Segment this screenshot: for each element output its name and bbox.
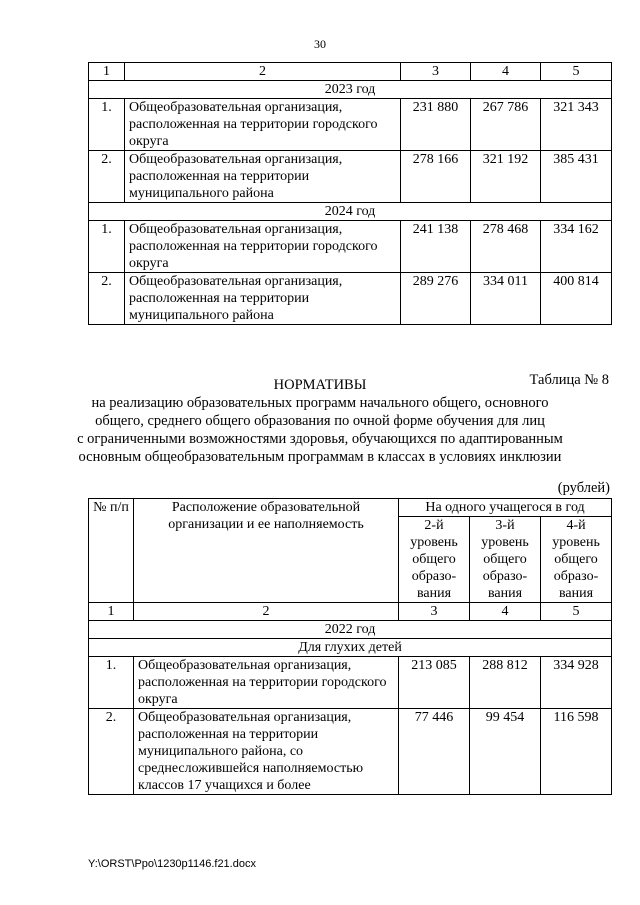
row-number: 2. — [89, 151, 125, 203]
page-number: 30 — [314, 37, 326, 51]
value-cell: 400 814 — [541, 273, 612, 325]
header-level-3: 3-й уровень общего образо-вания — [470, 517, 541, 603]
year-label: 2022 год — [89, 621, 612, 639]
value-cell: 116 598 — [541, 709, 612, 795]
value-cell: 288 812 — [470, 657, 541, 709]
header-per-student: На одного учащегося в год — [399, 499, 612, 517]
value-cell: 321 192 — [471, 151, 541, 203]
value-cell: 213 085 — [399, 657, 470, 709]
unit-label: (рублей) — [557, 480, 610, 496]
table-row — [89, 99, 612, 151]
column-number-row — [89, 63, 612, 81]
category-row — [89, 639, 612, 657]
table-row — [89, 151, 612, 203]
row-description: Общеобразовательная организация, расположенная на территории городского округа — [134, 657, 399, 709]
value-cell: 278 468 — [471, 221, 541, 273]
col-number: 5 — [541, 603, 612, 621]
year-row — [89, 203, 612, 221]
column-number-row — [89, 603, 612, 621]
heading-title: НОРМАТИВЫ — [273, 377, 367, 393]
heading-line: общего, среднего общего образования по очной форме обучения для лиц — [95, 413, 545, 429]
row-description: Общеобразовательная организация, расположенная на территории городского округа — [125, 221, 401, 273]
year-row — [89, 621, 612, 639]
row-number: 2. — [89, 709, 134, 795]
table-row — [89, 709, 612, 795]
col-number: 4 — [471, 63, 541, 81]
col-number: 5 — [541, 63, 612, 81]
row-number: 1. — [89, 657, 134, 709]
table-label: Таблица № 8 — [529, 372, 609, 388]
value-cell: 321 343 — [541, 99, 612, 151]
col-number: 3 — [399, 603, 470, 621]
category-label: Для глухих детей — [89, 639, 612, 657]
year-label: 2023 год — [89, 81, 612, 99]
col-number: 1 — [89, 63, 125, 81]
table-row — [89, 657, 612, 709]
row-number: 1. — [89, 221, 125, 273]
header-level-4: 4-й уровень общего образо-вания — [541, 517, 612, 603]
header-num: № п/п — [89, 499, 134, 603]
value-cell: 267 786 — [471, 99, 541, 151]
value-cell: 334 162 — [541, 221, 612, 273]
col-number: 3 — [401, 63, 471, 81]
file-path-footer: Y:\ORST\Ppo\1230p1146.f21.docx — [88, 858, 256, 870]
year-row — [89, 81, 612, 99]
value-cell: 99 454 — [470, 709, 541, 795]
row-number: 1. — [89, 99, 125, 151]
header-level-2: 2-й уровень общего образо-вания — [399, 517, 470, 603]
table-row — [89, 273, 612, 325]
value-cell: 334 928 — [541, 657, 612, 709]
value-cell: 278 166 — [401, 151, 471, 203]
norms-table-8 — [88, 498, 612, 795]
value-cell: 385 431 — [541, 151, 612, 203]
row-description: Общеобразовательная организация, расположенная на территории муниципального района, со среднесложившейся наполняемостью классов 17 учащихся и более — [134, 709, 399, 795]
row-number: 2. — [89, 273, 125, 325]
heading-line: на реализацию образовательных программ начального общего, основного — [91, 395, 549, 411]
row-description: Общеобразовательная организация, расположенная на территории городского округа — [125, 99, 401, 151]
row-description: Общеобразовательная организация, расположенная на территории муниципального района — [125, 273, 401, 325]
value-cell: 241 138 — [401, 221, 471, 273]
col-number: 4 — [470, 603, 541, 621]
header-row — [89, 499, 612, 517]
col-number: 1 — [89, 603, 134, 621]
value-cell: 334 011 — [471, 273, 541, 325]
value-cell: 231 880 — [401, 99, 471, 151]
value-cell: 289 276 — [401, 273, 471, 325]
table-row — [89, 221, 612, 273]
heading-line: с ограниченными возможностями здоровья, обучающихся по адаптированным — [77, 431, 563, 447]
norms-table-continued — [88, 62, 612, 325]
value-cell: 77 446 — [399, 709, 470, 795]
col-number: 2 — [134, 603, 399, 621]
col-number: 2 — [125, 63, 401, 81]
header-location: Расположение образовательной организации и ее наполняемость — [134, 499, 399, 603]
year-label: 2024 год — [89, 203, 612, 221]
heading-line: основным общеобразовательным программам в классах в условиях инклюзии — [78, 449, 562, 465]
row-description: Общеобразовательная организация, расположенная на территории муниципального района — [125, 151, 401, 203]
